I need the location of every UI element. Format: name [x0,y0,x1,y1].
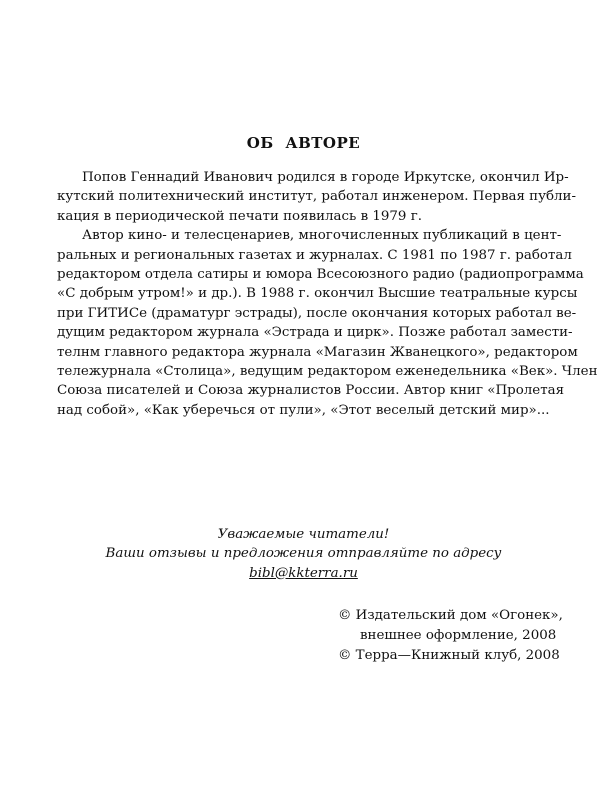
bio-line: Союза писателей и Союза журналистов России. Автор книг «Пролетая [57,383,565,399]
readers-notice [0,525,607,583]
copyright-line: © Терра—Книжный клуб, 2008 [338,648,560,663]
copyright-line: © Издательский дом «Огонек», [338,608,563,623]
page-title: ОБ АВТОРЕ [246,134,361,152]
email-link[interactable]: bibl@kkterra.ru [249,565,358,581]
bio-line: редактором отдела сатиры и юмора Всесоюзного радио (радиопрограмма [57,267,584,283]
bio-line: кутский политехнический институт, работал инженером. Первая публи- [57,189,576,205]
bio-line: Попов Геннадий Иванович родился в городе Иркутске, окончил Ир- [82,170,569,185]
bio-line: тележурнала «Столица», ведущим редактором еженедельника «Век». Член [57,364,598,380]
author-bio [57,168,598,420]
copyright-block [338,606,598,666]
copyright-line: внешнее оформление, 2008 [360,628,557,643]
bio-line: при ГИТИСе (драматург эстрады), после окончания которых работал ве- [57,305,577,321]
bio-line: ральных и региональных газетах и журналах. С 1981 по 1987 г. работал [57,247,572,263]
bio-line: над собой», «Как уберечься от пули», «Этот веселый детский мир»... [57,402,550,418]
bio-line: Автор кино- и телесценариев, многочисленных публикаций в цент- [82,228,562,244]
bio-line: «С добрым утром!» и др.). В 1988 г. окончил Высшие театральные курсы [57,286,578,302]
bio-line: кация в периодической печати появилась в 1979 г. [57,208,422,224]
readers-request: Ваши отзывы и предложения отправляйте по адресу [105,546,502,562]
bio-line: телнм главного редактора журнала «Магазин Жванецкого», редактором [57,344,578,360]
readers-greeting: Уважаемые читатели! [217,527,390,542]
bio-line: дущим редактором журнала «Эстрада и цирк». Позже работал замести- [57,325,573,341]
